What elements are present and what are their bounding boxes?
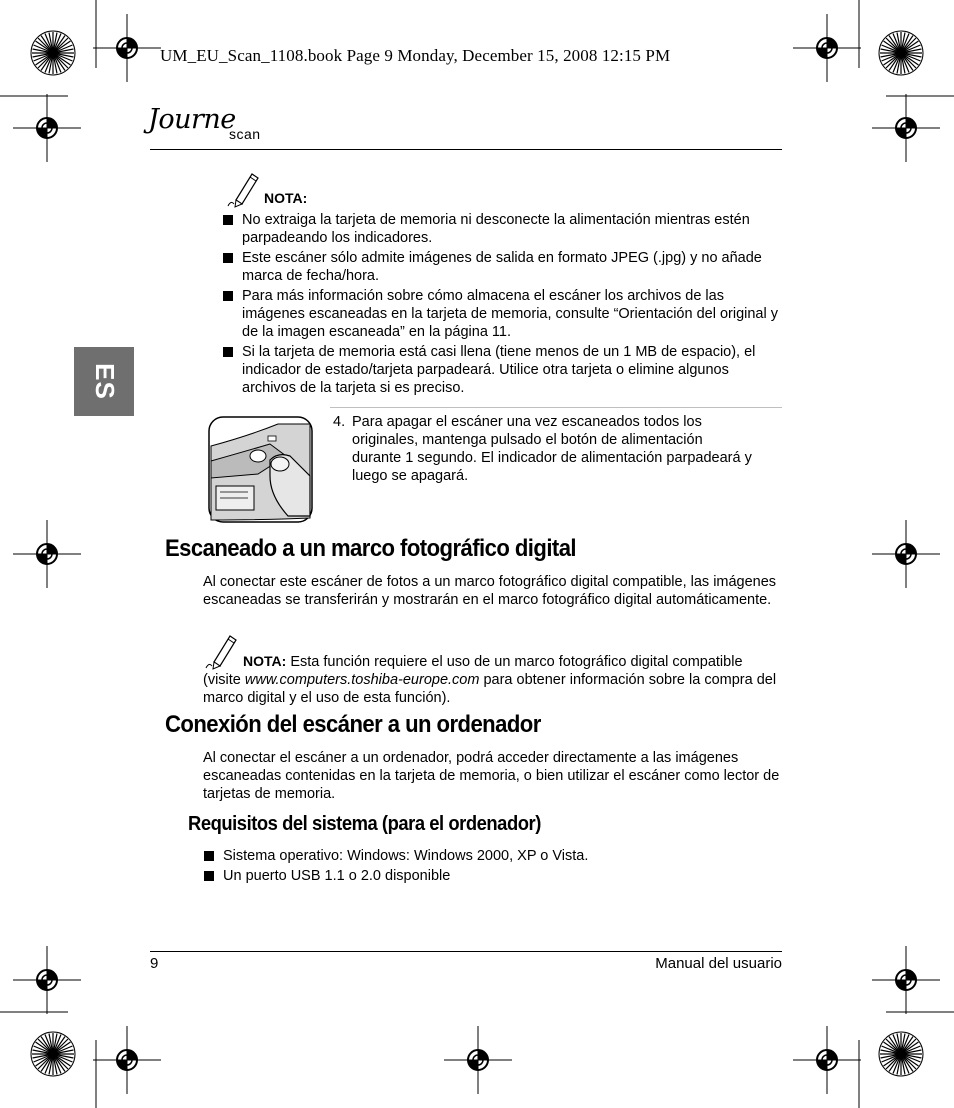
list-item-text: Para más información sobre cómo almacena el escáner los archivos de las imágenes escaneadas en la tarjeta de memoria, consulte “Orientación del original y de la imagen escaneada” en la página 11. — [242, 288, 778, 340]
journe-logo-word: scan — [229, 126, 261, 142]
section-heading: Conexión del escáner a un ordenador — [165, 711, 541, 738]
language-tab — [74, 347, 134, 416]
bullet-square — [204, 871, 214, 881]
language-tab-label: ES — [89, 363, 120, 400]
subsection-heading: Requisitos del sistema (para el ordenador) — [188, 813, 541, 835]
section-note — [203, 652, 783, 707]
list-item-text: Este escáner sólo admite imágenes de salida en formato JPEG (.jpg) y no añade marca de fecha/hora. — [242, 250, 762, 284]
note-label: NOTA: — [243, 653, 287, 669]
bullet-square — [204, 851, 214, 861]
print-header: UM_EU_Scan_1108.book Page 9 Monday, December 15, 2008 12:15 PM — [160, 46, 671, 65]
note-list — [221, 211, 781, 397]
power-button-illustration — [208, 416, 313, 523]
bullet-square — [223, 215, 233, 225]
subsection-heading-wrap — [188, 813, 788, 836]
step-divider — [330, 407, 782, 408]
list-item — [202, 847, 782, 865]
list-item — [221, 211, 781, 247]
page-number: 9 — [150, 955, 159, 972]
header-rule — [150, 149, 782, 150]
footer-title: Manual del usuario — [655, 955, 782, 972]
list-item — [221, 287, 781, 341]
step-number: 4. — [333, 414, 346, 430]
section-heading: Escaneado a un marco fotográfico digital — [165, 535, 577, 562]
pencil-note-icon — [226, 170, 260, 208]
step-4 — [333, 413, 753, 485]
section-paragraph: Al conectar el escáner a un ordenador, podrá acceder directamente a las imágenes escaneadas contenidas en la tarjeta de memoria, o bien utilizar el escáner como lector de tarjetas de memoria. — [203, 750, 780, 802]
note-label: NOTA: — [264, 190, 308, 206]
bullet-square — [223, 291, 233, 301]
bullet-square — [223, 253, 233, 263]
note-text: Esta función requiere el uso de un marco fotográfico digital compatible (visite — [203, 654, 743, 688]
list-item — [221, 249, 781, 285]
list-item-text: Sistema operativo: Windows: Windows 2000, XP o Vista. — [223, 848, 589, 864]
list-item — [221, 343, 781, 397]
list-item-text: Un puerto USB 1.1 o 2.0 disponible — [223, 868, 451, 884]
section-heading-wrap — [165, 711, 785, 739]
list-item — [202, 867, 782, 885]
toshiba-link[interactable]: www.computers.toshiba-europe.com — [244, 672, 480, 688]
step-text: Para apagar el escáner una vez escaneados todos los originales, mantenga pulsado el botón de alimentación durante 1 segundo. El indicador de alimentación parpadeará y luego se apagará. — [352, 414, 752, 484]
note-text: para obtener información sobre la compra del marco digital y el uso de esta función). — [203, 672, 777, 706]
list-item-text: No extraiga la tarjeta de memoria ni desconecte la alimentación mientras estén parpadeando los indicadores. — [242, 212, 750, 246]
journe-logo-script: Journe — [148, 104, 236, 135]
section-paragraph: Al conectar este escáner de fotos a un marco fotográfico digital compatible, las imágenes escaneadas se transferirán y mostrarán en el marco fotográfico digital automáticamente. — [203, 574, 777, 608]
requirements-list — [202, 847, 782, 885]
footer-rule — [150, 951, 782, 952]
list-item-text: Si la tarjeta de memoria está casi llena (tiene menos de un 1 MB de espacio), el indicador de estado/tarjeta parpadeará. Utilice otra tarjeta o elimine algunos archivos de la tarjeta si es preciso. — [242, 344, 756, 396]
section-heading-wrap — [165, 535, 785, 563]
bullet-square — [223, 347, 233, 357]
